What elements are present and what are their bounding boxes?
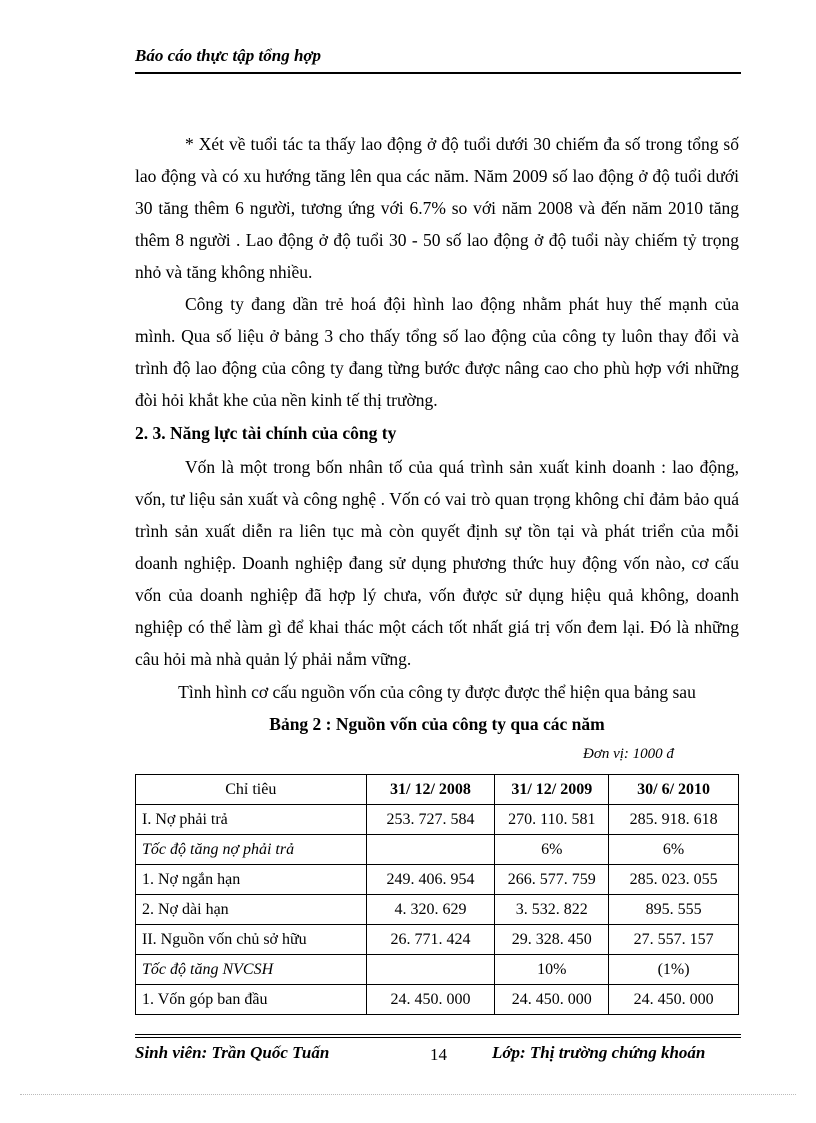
footer-class: Lớp: Thị trường chứng khoán <box>492 1043 706 1062</box>
table-cell: 10% <box>495 955 609 985</box>
table-cell: II. Nguồn vốn chủ sở hữu <box>136 925 367 955</box>
header-cell: 31/ 12/ 2009 <box>495 775 609 805</box>
table-row <box>136 805 739 835</box>
table-cell: 1. Vốn góp ban đầu <box>136 985 367 1015</box>
table-cell: 6% <box>609 835 739 865</box>
table-cell <box>366 835 495 865</box>
header-rule <box>135 72 741 74</box>
paragraph-workforce: Công ty đang dần trẻ hoá đội hình lao động nhằm phát huy thế mạnh của mình. Qua số liệu ở bảng 3 cho thấy tổng số lao động của công ty luôn thay đổi và trình độ lao động của công ty đang từng bước được nâng cao cho phù hợp với những đòi hỏi khắt khe của nền kinh tế thị trường. <box>135 294 739 410</box>
table-cell: 1. Nợ ngắn hạn <box>136 865 367 895</box>
table-cell: Tốc độ tăng NVCSH <box>136 955 367 985</box>
table-cell: 249. 406. 954 <box>366 865 495 895</box>
table-cell: I. Nợ phải trả <box>136 805 367 835</box>
table-cell: 2. Nợ dài hạn <box>136 895 367 925</box>
table-cell: 895. 555 <box>609 895 739 925</box>
table-cell: 26. 771. 424 <box>366 925 495 955</box>
table-cell: 24. 450. 000 <box>495 985 609 1015</box>
header-cell: 30/ 6/ 2010 <box>609 775 739 805</box>
page-bottom-dotted-line <box>20 1094 796 1095</box>
table-cell: 3. 532. 822 <box>495 895 609 925</box>
table-cell: Tốc độ tăng nợ phải trả <box>136 835 367 865</box>
table-cell: 6% <box>495 835 609 865</box>
table-header-row <box>136 775 739 805</box>
table-cell: 24. 450. 000 <box>366 985 495 1015</box>
paragraph-capital: Vốn là một trong bốn nhân tố của quá trình sản xuất kinh doanh : lao động, vốn, tư liệu sản xuất và công nghệ . Vốn có vai trò quan trọng không chỉ đảm bảo quá trình sản xuất diễn ra liên tục mà còn quyết định sự tồn tại và phát triển của mỗi doanh nghiệp. Doanh nghiệp đang sử dụng phương thức huy động vốn nào, cơ cấu vốn của doanh nghiệp đã hợp lý chưa, vốn được sử dụng hiệu quả không, doanh nghiệp có thể làm gì để khai thác một cách tốt nhất giá trị vốn đem lại. Đó là những câu hỏi mà nhà quản lý phải nắm vững. <box>135 457 739 669</box>
table-row <box>136 985 739 1015</box>
header-cell: Chỉ tiêu <box>136 775 367 805</box>
table-row <box>136 925 739 955</box>
table-cell: 4. 320. 629 <box>366 895 495 925</box>
footer-rule <box>135 1034 741 1035</box>
page-header-title: Báo cáo thực tập tổng hợp <box>135 46 322 65</box>
page-number: 14 <box>430 1045 447 1064</box>
table-cell <box>366 955 495 985</box>
table-cell: 253. 727. 584 <box>366 805 495 835</box>
table-cell: (1%) <box>609 955 739 985</box>
table-intro-caption: Tình hình cơ cấu nguồn vốn của công ty được được thể hiện qua bảng sau <box>178 682 696 702</box>
footer-student: Sinh viên: Trần Quốc Tuấn <box>135 1043 330 1062</box>
table-cell: 29. 328. 450 <box>495 925 609 955</box>
table-row <box>136 865 739 895</box>
header-cell: 31/ 12/ 2008 <box>366 775 495 805</box>
table-title: Bảng 2 : Nguồn vốn của công ty qua các năm <box>269 714 605 734</box>
capital-table <box>135 774 739 1015</box>
table-unit: Đơn vị: 1000 đ <box>583 746 674 762</box>
table-cell: 285. 023. 055 <box>609 865 739 895</box>
table-cell: 266. 577. 759 <box>495 865 609 895</box>
table-row <box>136 835 739 865</box>
section-heading: 2. 3. Năng lực tài chính của công ty <box>135 423 397 443</box>
table-row <box>136 955 739 985</box>
table-cell: 27. 557. 157 <box>609 925 739 955</box>
table-cell: 270. 110. 581 <box>495 805 609 835</box>
footer-rule <box>135 1037 741 1038</box>
table-cell: 24. 450. 000 <box>609 985 739 1015</box>
paragraph-age-analysis: * Xét về tuổi tác ta thấy lao động ở độ tuổi dưới 30 chiếm đa số trong tổng số lao động và có xu hướng tăng lên qua các năm. Năm 2009 số lao động ở độ tuổi dưới 30 tăng thêm 6 người, tương ứng với 6.7% so với năm 2008 và đến năm 2010 tăng thêm 8 người . Lao động ở độ tuổi 30 - 50 số lao động ở độ tuổi này chiếm tỷ trọng nhỏ và tăng không nhiều. <box>135 134 739 282</box>
table-row <box>136 895 739 925</box>
table-cell: 285. 918. 618 <box>609 805 739 835</box>
